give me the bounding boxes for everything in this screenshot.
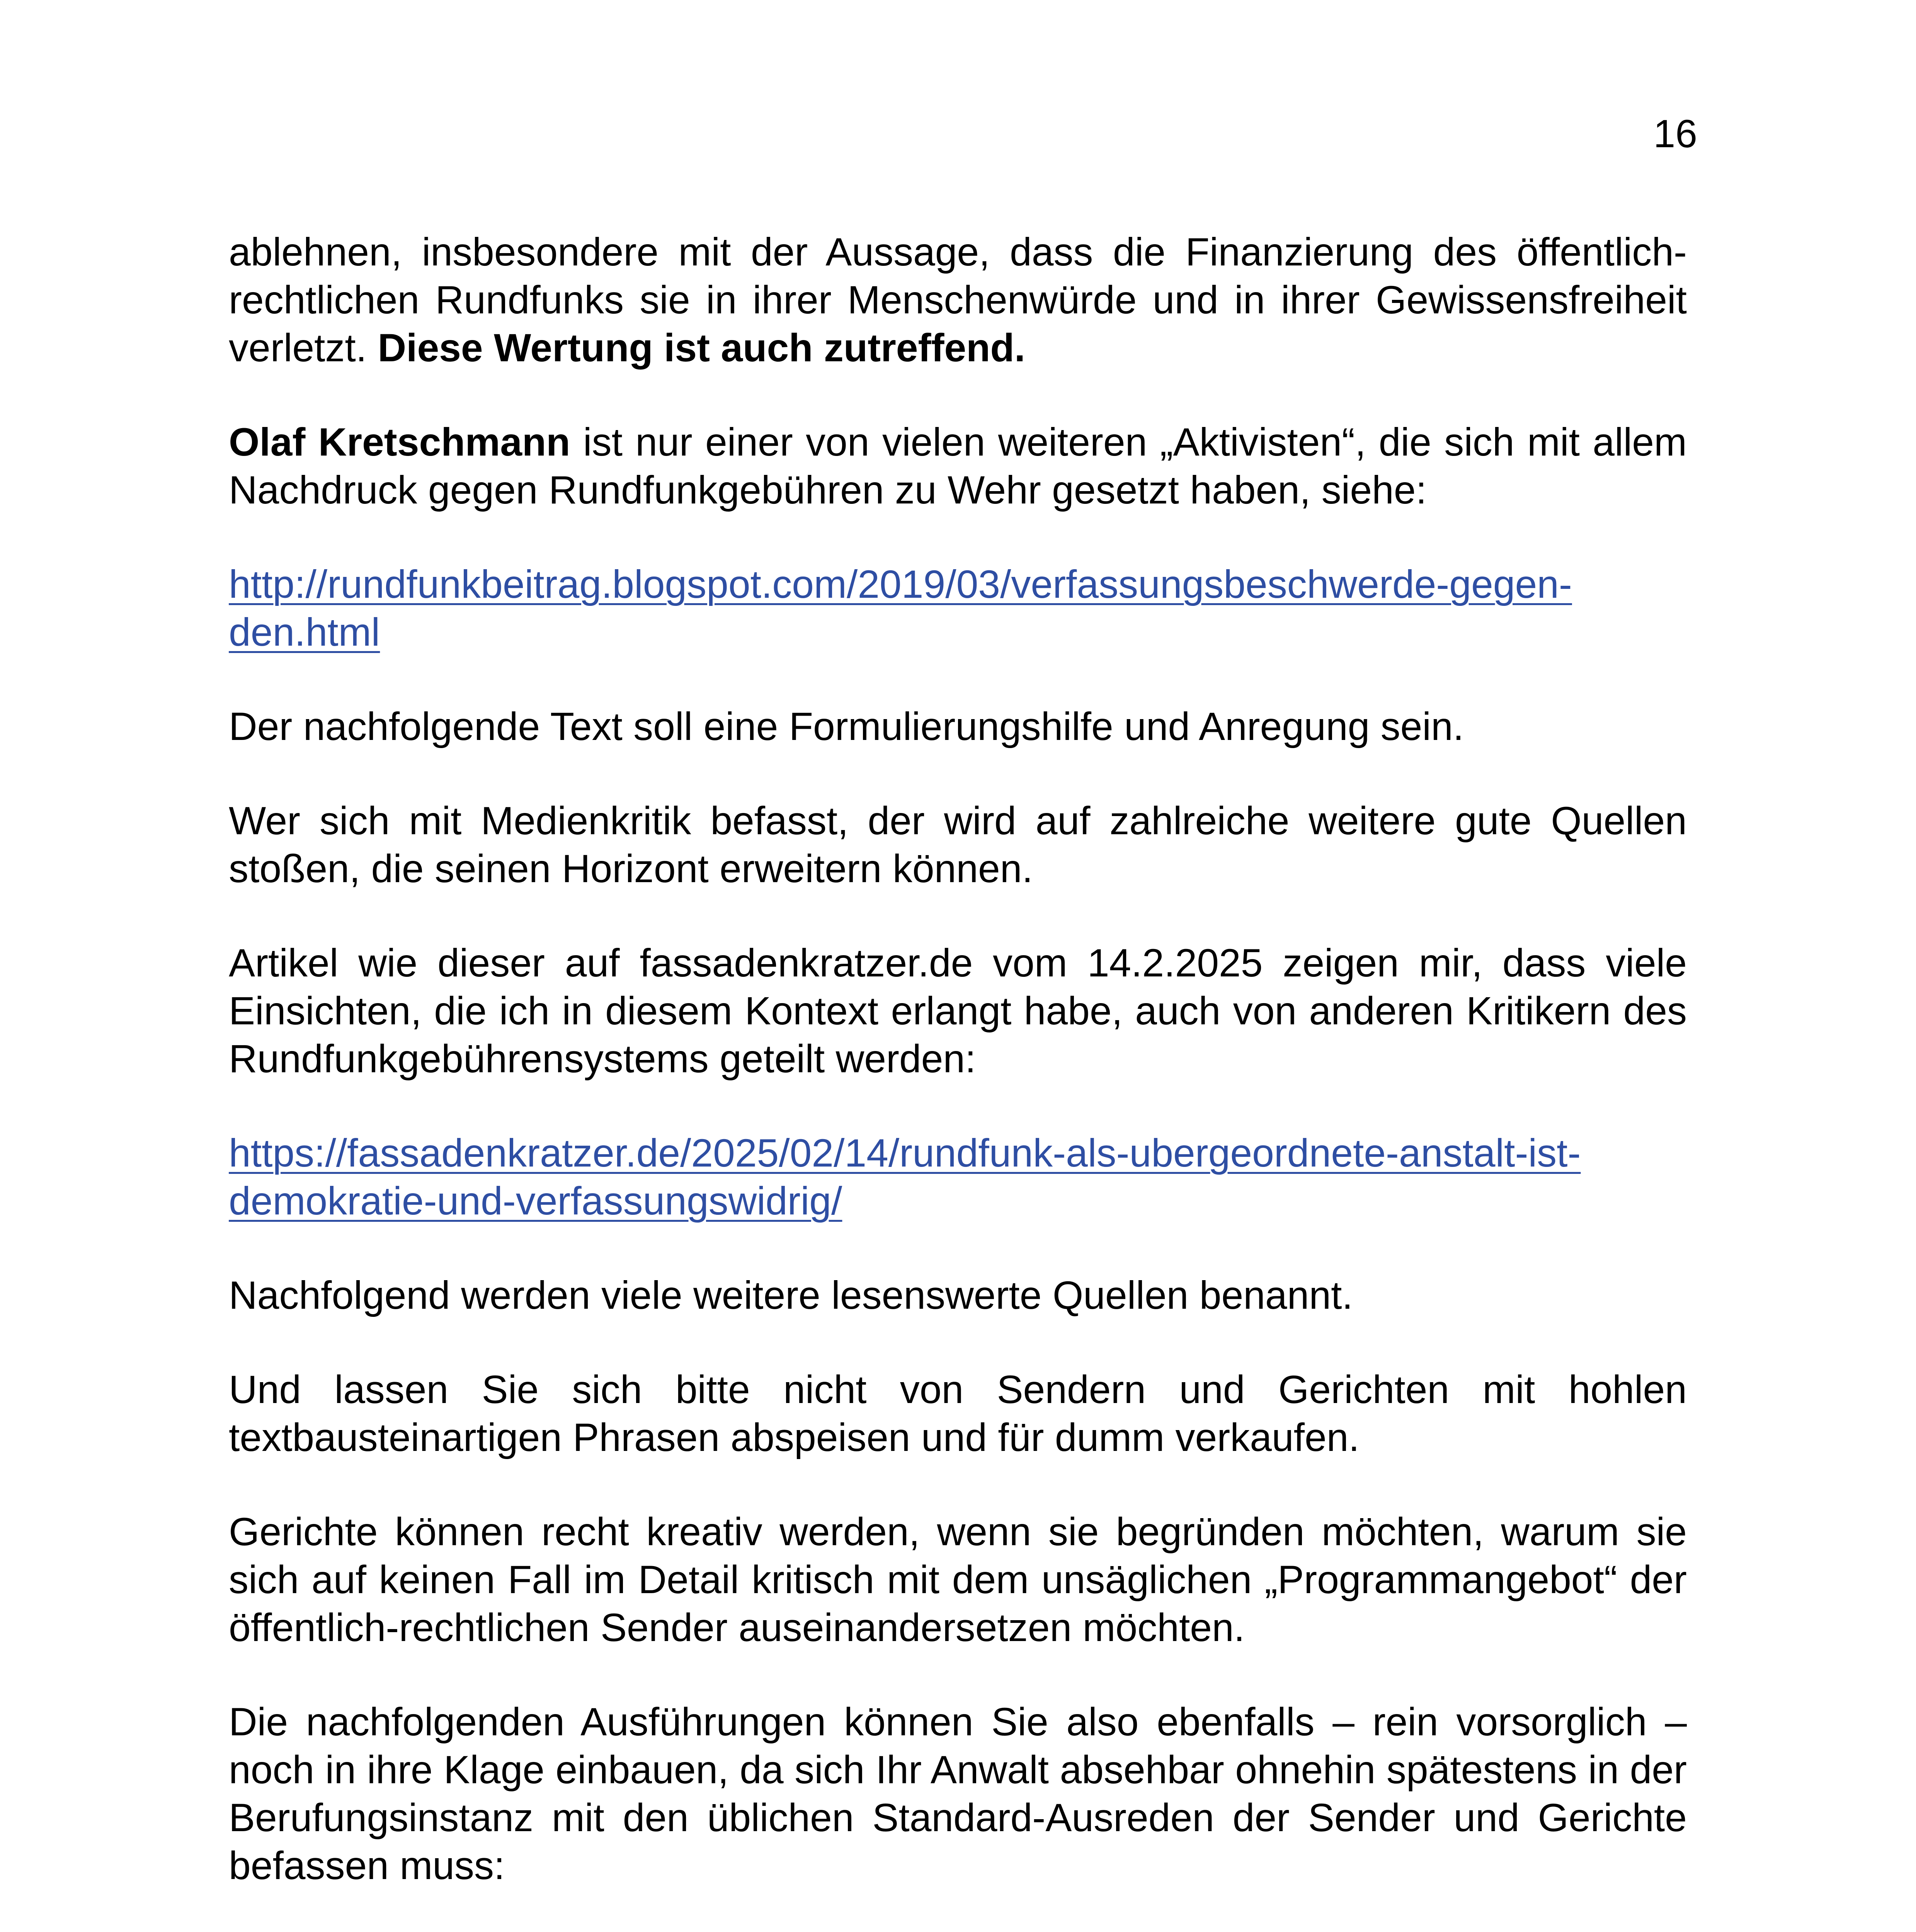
- paragraph-2: [229, 418, 1687, 514]
- blogspot-link-line-2: den.html: [229, 610, 380, 654]
- paragraph-4: Wer sich mit Medienkritik befasst, der wird auf zahlreiche weitere gute Quellen stoßen, die seinen Horizont erweitern können.: [229, 799, 1687, 891]
- paragraph-3: Der nachfolgende Text soll eine Formulierungshilfe und Anregung sein.: [229, 704, 1464, 748]
- paragraph-9: Die nachfolgenden Ausführungen können Sie also ebenfalls – rein vorsorglich – noch in ihre Klage einbauen, da sich Ihr Anwalt absehbar ohnehin spätestens in der Berufungsinstanz mit den üblichen Standard-Ausreden der Sender und Gerichte befassen muss:: [229, 1700, 1687, 1888]
- blogspot-link[interactable]: [229, 562, 1572, 654]
- link-paragraph-2: [229, 1129, 1687, 1225]
- paragraph-1: [229, 228, 1687, 372]
- paragraph-1-text: ablehnen, insbesondere mit der Aussage, dass die Finanzierung des öffentlich-rechtlichen Rundfunks sie in ihrer Menschenwürde und in ihrer Gewissensfreiheit verletzt.: [229, 230, 1687, 370]
- link-paragraph-1: [229, 560, 1687, 656]
- paragraph-6: Nachfolgend werden viele weitere lesenswerte Quellen benannt.: [229, 1273, 1353, 1317]
- document-body: [229, 228, 1687, 1932]
- fassadenkratzer-link-line-2: demokratie-und-verfassungswidrig/: [229, 1179, 842, 1223]
- blogspot-link-line-1: http://rundfunkbeitrag.blogspot.com/2019/03/verfassungsbeschwerde-gegen-: [229, 562, 1572, 606]
- fassadenkratzer-link[interactable]: [229, 1131, 1581, 1223]
- paragraph-1-bold: Diese Wertung ist auch zutreffend.: [378, 326, 1026, 370]
- paragraph-8: Gerichte können recht kreativ werden, wenn sie begründen möchten, warum sie sich auf keinen Fall im Detail kritisch mit dem unsäglichen „Programmangebot“ der öffentlich-rechtlichen Sender auseinandersetzen möchten.: [229, 1510, 1687, 1650]
- paragraph-7: Und lassen Sie sich bitte nicht von Sendern und Gerichten mit hohlen textbausteinartigen Phrasen abspeisen und für dumm verkaufen.: [229, 1367, 1687, 1459]
- person-name: Olaf Kretschmann: [229, 420, 570, 464]
- fassadenkratzer-link-line-1: https://fassadenkratzer.de/2025/02/14/rundfunk-als-ubergeordnete-anstalt-ist-: [229, 1131, 1581, 1175]
- page-number: 16: [1653, 112, 1697, 156]
- paragraph-2-text: ist nur einer von vielen weiteren „Aktivisten“, die sich mit allem Nachdruck gegen Rundfunkgebühren zu Wehr gesetzt haben, siehe:: [229, 420, 1687, 512]
- paragraph-5: Artikel wie dieser auf fassadenkratzer.de vom 14.2.2025 zeigen mir, dass viele Einsichten, die ich in diesem Kontext erlangt habe, auch von anderen Kritikern des Rundfunkgebührensystems geteilt werden:: [229, 941, 1687, 1081]
